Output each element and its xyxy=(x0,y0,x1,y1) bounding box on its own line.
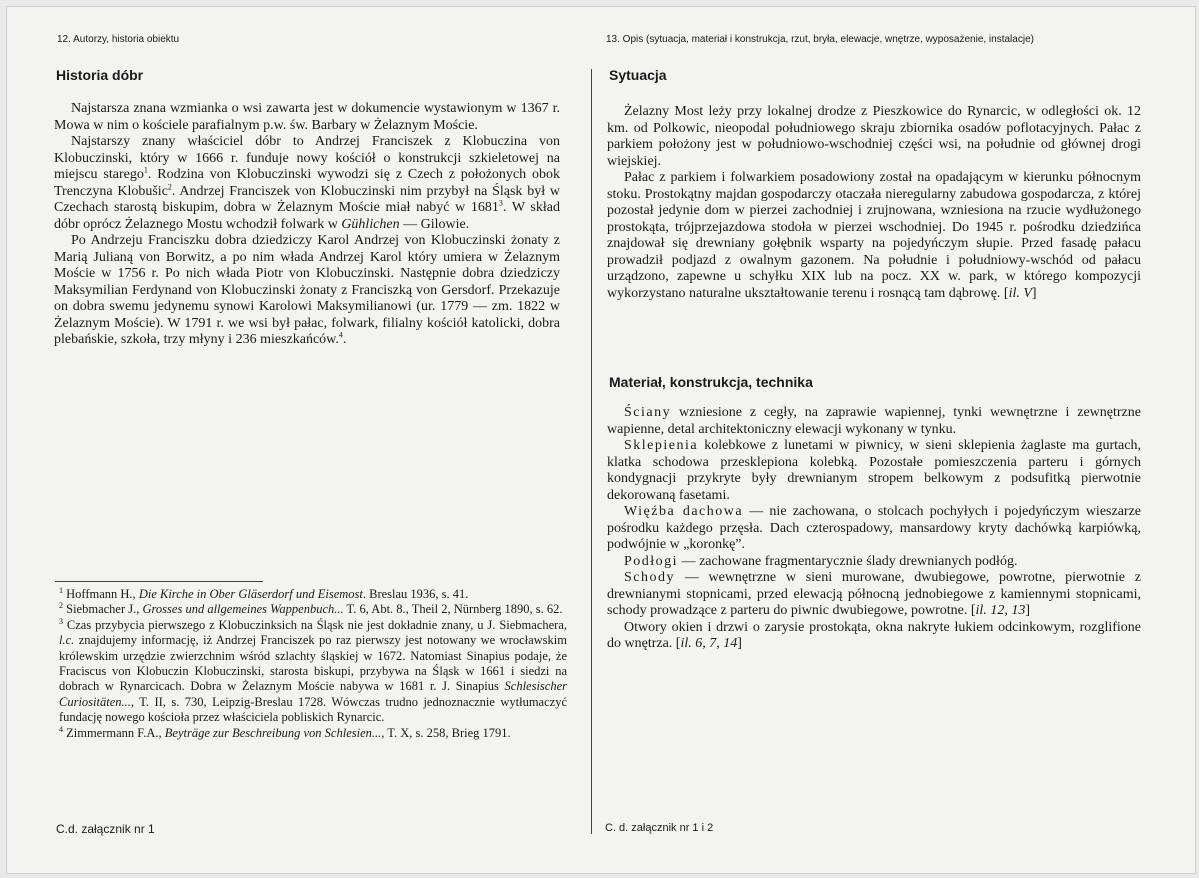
footnote-3: $^3$ Czas przybycia pierwszego z Klobuczinksich na Śląsk nie jest dokładnie znany, u J. Siebmachera, l.c. znajdujemy informację, iż Andrzej Franciszek po raz pierwszy jest notowany we wrocławskim królewskim urzędzie zwierzchnim wśród szlachty śląskiej w 1672. Natomiast Sinapius podaje, że Fraciscus von Klobuczin Klobuczinski, starosta biskupi, przybywa na Śląsk w 1661 i siedzi na dobrach w Rynarcicach. Dobra w Żelaznym Moście nabywa w 1681 r. J. Sinapius Schlesischer Curiositäten..., T. II, s. 730, Leipzig-Breslau 1728. Wówczas trudno jednoznacznie wytłumaczyć fundację nowego kościoła przez właściciela pobliskich Rynarcic. xyxy=(59,616,567,725)
paragraph-1: Najstarsza znana wzmianka o wsi zawarta jest w dokumencie wystawionym w 1367 r. Mowa w nim o kościele parafialnym p.w. św. Barbary w Żelaznym Moście. xyxy=(54,101,560,133)
document-page xyxy=(6,6,1196,874)
footnote-rule xyxy=(55,581,263,582)
column-divider xyxy=(591,69,592,834)
paragraph-2: Najstarszy znany właściciel dóbr to Andrzej Franciszek z Klobuczina von Klobuczinski, który w 1666 r. funduje nowy kościół o konstrukcji szkieletowej na miejscu starego$^1$. Rodzina von Klobuczinski wywodzi się z Czech z położonych obok Trenczyna Klobušic$^2$. Andrzej Franciszek von Klobuczinski nim przybył na Śląsk był w Czechach starostą biskupim, dobra w Żelaznym Moście miał nabyć w 1681$^3$. W skład dóbr oprócz Żelaznego Mostu wchodził folwark w Gühlichen — Gilowie. xyxy=(54,134,560,232)
footnote-ref-2: 2 xyxy=(167,181,172,191)
situation-paragraph-2: Pałac z parkiem i folwarkiem posadowiony został na opadającym w kierunku północnym stoku. Prostokątny majdan gospodarczy otaczała nieregularny zabudowa gospodarcza, z której pozostał jedynie dom w pierzei zachodniej i zrujnowana, wzniesiona na rzucie wydłużonego prostokąta, trójprzejazdowa stodoła w pierzei wschodniej. Do 1945 r. pośrodku dziedzińca znajdował się drewniany gołębnik wsparty na pojedyńczym słupie. Przed fasadę pałacu prowadził podjazd z owalnym gazonem. Na południe i południowy-wschód od pałacu urządzono, zapewne u schyłku XIX lub na pocz. XX w. park, w którego kompozycji wykorzystano naturalne ukształtowanie terenu i rosnącą tam dąbrowę. [il. V] xyxy=(607,170,1141,301)
material-body xyxy=(607,405,1141,653)
situation-body xyxy=(607,104,1141,302)
roof-truss-paragraph: Więźba dachowa — nie zachowana, o stolcach pochyłych i pojedyńczym wieszarze pośrodku każdego przęsła. Dach czterospadowy, mansardowy kryty dachówką karpiówką, podwójnie w „koronkę”. xyxy=(607,504,1142,552)
situation-paragraph-1: Żelazny Most leży przy lokalnej drodze z Pieszkowice do Rynarcic, w odległości ok. 12 km. od Polkowic, nieopodal południowego skraju zbiornika osadów poflotacyjnych. Pałac z parkiem położony jest w południowo-wschodniej części wsi, na południe od głównej drogi wiejskiej. xyxy=(607,104,1141,169)
right-footer: C. d. załącznik nr 1 i 2 xyxy=(605,822,714,834)
heading-situation: Sytuacja xyxy=(609,67,667,83)
footnotes xyxy=(55,587,567,741)
footnote-2: $^2$ Siebmacher J., Grosses und allgemeines Wappenbuch... T. 6, Abt. 8., Theil 2, Nürnberg 1890, s. 62. xyxy=(59,601,563,617)
footnote-ref-3: 3 xyxy=(498,198,503,208)
walls-paragraph: Ściany wzniesione z cegły, na zaprawie wapiennej, tynki wewnętrzne i zewnętrzne wapienne, detal architektoniczny elewacji wykonany w tynku. xyxy=(607,405,1141,437)
openings-paragraph: Otwory okien i drzwi o zarysie prostokąta, okna nakryte łukiem odcinkowym, rozglifione do wnętrza. [il. 6, 7, 14] xyxy=(607,619,1141,651)
footnote-1: $^1$ Hoffmann H., Die Kirche in Ober Gläserdorf und Eisemost. Breslau 1936, s. 41. xyxy=(59,585,469,601)
left-heading: Historia dóbr xyxy=(56,67,144,83)
left-section-label: 12. Autorzy, historia obiektu xyxy=(57,34,180,45)
left-footer: C.d. załącznik nr 1 xyxy=(56,822,155,836)
left-body xyxy=(54,101,560,349)
footnote-ref-4: 4 xyxy=(338,330,343,340)
stairs-paragraph: Schody — wewnętrzne w sieni murowane, dwubiegowe, powrotne, pierwotnie z drewnianymi stopnicami, przed elewacją północną jednobiegowe z kamiennymi stopnicami, schody prowadzące z parteru do piwnic dwubiegowe, powrotne. [il. 12, 13] xyxy=(607,570,1141,618)
footnote-ref-1: 1 xyxy=(143,165,148,175)
floors-paragraph: Podłogi — zachowane fragmentarycznie ślady drewnianych podłóg. xyxy=(624,553,1018,569)
paragraph-3: Po Andrzeju Franciszku dobra dziedziczy Karol Andrzej von Klobuczinski żonaty z Marią Julianą von Borwitz, a po nim włada Andrzej Karol który umiera w Żelaznym Moście w 1756 r. Po nich włada Piotr von Klobuczinski. Następnie dobra dziedziczy Maksymilian Ferdynand von Klobuczinski żonaty z Franciszką von Gersdorf. Przekazuje on dobra swemu jedynemu synowi Karolowi Maksymilianowi (ur. 1779 — zm. 1822 w Żelaznym Moście). W 1791 r. we wsi był pałac, folwark, filialny kościół katolicki, dobra plebańskie, szkoła, trzy młyny i 236 mieszkańców.$^4$. xyxy=(54,233,560,347)
footnote-4: $^4$ Zimmermann F.A., Beyträge zur Beschreibung von Schlesien..., T. X, s. 258, Brieg 1791. xyxy=(59,724,511,740)
heading-material: Materiał, konstrukcja, technika xyxy=(609,374,813,390)
right-section-label: 13. Opis (sytuacja, materiał i konstrukcja, rzut, bryła, elewacje, wnętrze, wyposażenie, instalacje) xyxy=(606,34,1034,45)
vaults-paragraph: Sklepienia kolebkowe z lunetami w piwnicy, w sieni sklepienia żaglaste ma gurtach, klatka schodowa przesklepiona kolebką. Pozostałe pomieszczenia parteru i górnych kondygnacji przykryte były drewnianym stropem belkowym z podsufitką pierwotnie dekorowaną fasetami. xyxy=(607,438,1141,503)
